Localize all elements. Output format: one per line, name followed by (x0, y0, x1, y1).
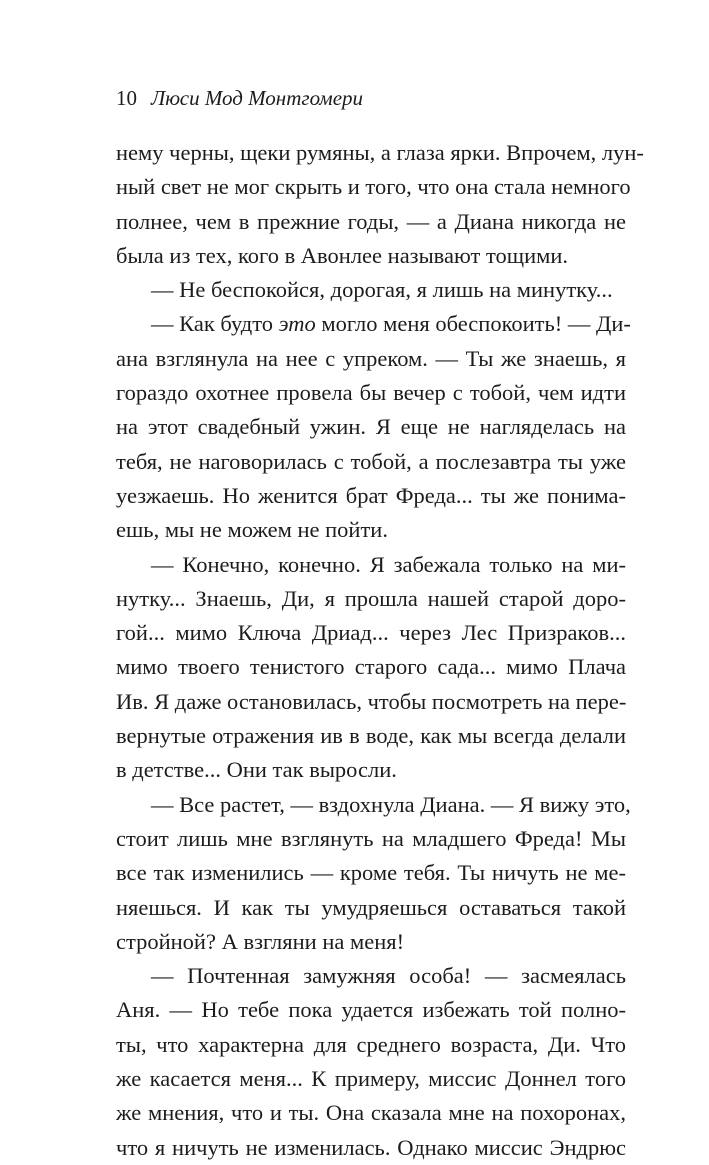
text-line: ты, что характерна для среднего возраста, Ди. Что (116, 1031, 626, 1057)
text-line: — Почтенная замужняя особа! — засмеялась (151, 963, 626, 989)
text-line: же мнения, что и ты. Она сказала мне на похоронах, (116, 1100, 626, 1126)
emphasis-word: это (278, 311, 316, 337)
text-line: полнее, чем в прежние годы, — а Диана никогда не (116, 208, 626, 234)
text-line: няешься. И как ты умудряешься оставаться такой (116, 894, 626, 920)
text-segment: могло меня обеспокоить! — Ди- (315, 311, 631, 337)
text-line: Ив. Я даже остановилась, чтобы посмотреть на пере- (116, 688, 627, 714)
text-line: тебя, не наговорилась с тобой, а послезавтра ты уже (116, 448, 626, 474)
page-number: 10 (116, 86, 137, 110)
text-line: нему черны, щеки румяны, а глаза ярки. Впрочем, лун- (116, 140, 644, 165)
body-text (116, 136, 644, 1165)
text-line: — Все растет, — вздохнула Диана. — Я вижу это, (151, 791, 631, 817)
text-line: вернутые отражения ив в воде, как мы всегда делали (116, 723, 626, 749)
text-line: нутку... Знаешь, Ди, я прошла нашей старой доро- (116, 585, 626, 611)
text-line: — Конечно, конечно. Я забежала только на ми- (151, 551, 626, 577)
text-line: — Не беспокойся, дорогая, я лишь на минутку... (151, 277, 613, 303)
text-line: все так изменились — кроме тебя. Ты ничуть не ме- (116, 860, 626, 886)
text-line: что я ничуть не изменилась. Однако миссис Эндрюс (116, 1134, 626, 1160)
text-line: же касается меня... К примеру, миссис Доннел того (116, 1066, 626, 1092)
text-line: Аня. — Но тебе пока удается избежать той полно- (116, 997, 626, 1023)
text-line: ана взглянула на нее с упреком. — Ты же знаешь, я (116, 345, 626, 371)
running-header (116, 84, 363, 112)
text-line: в детстве... Они так выросли. (116, 757, 397, 783)
text-line: уезжаешь. Но женится брат Фреда... ты же понима- (116, 482, 626, 508)
text-line: стоит лишь мне взглянуть на младшего Фреда! Мы (116, 825, 626, 851)
text-line: на этот свадебный ужин. Я еще не нагляделась на (116, 414, 626, 440)
text-line: гораздо охотнее провела бы вечер с тобой, чем идти (116, 380, 626, 406)
text-line: ешь, мы не можем не пойти. (116, 517, 388, 543)
text-line: гой... мимо Ключа Дриад... через Лес Призраков... (116, 620, 626, 646)
text-line: мимо твоего тенистого старого сада... мимо Плача (116, 654, 626, 680)
text-segment: — Как будто (151, 311, 279, 337)
text-line: ный свет не мог скрыть и того, что она стала немного (116, 174, 631, 200)
text-line (116, 307, 631, 341)
author-name: Люси Мод Монтгомери (151, 86, 364, 110)
text-line: стройной? А взгляни на меня! (116, 928, 405, 954)
text-line: была из тех, кого в Авонлее называют тощими. (116, 242, 569, 268)
